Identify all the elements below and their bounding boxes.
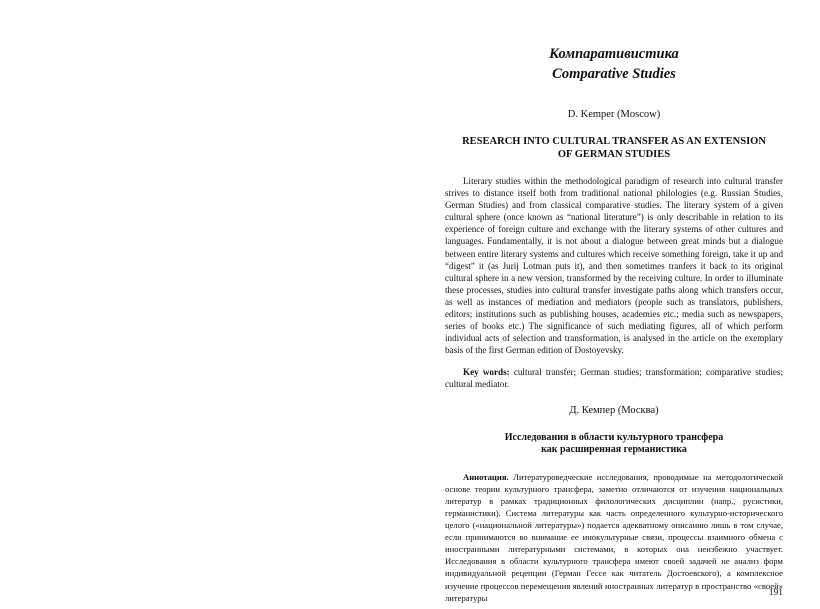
author-ru: Д. Кемпер (Москва): [569, 404, 659, 416]
article-title-en-line1: RESEARCH INTO CULTURAL TRANSFER AS AN EXTENSION: [462, 136, 766, 147]
keywords-en: [445, 366, 783, 390]
journal-page: [445, 28, 783, 603]
section-title-en: Comparative Studies: [552, 66, 676, 82]
annotation-text: Литературоведческие исследования, проводимые на методологической основе теории культурного трансфера, заметно отличаются от изучения национальных литератур в рамках традиционных филологических дисциплин (напр., русистики, германистики). Система литературы как часть определенного культурно-исторического целого («национальной литературы») подается адекватному описанию лишь в том случае, если принимаются во внимание ее инокультурные связи, процессы взаимного обмена с иностранными литературными системами, в которых она неизбежно участвует. Исследования в области культурного трансфера имеют своей задачей не анализ форм индивидуальной рецепции (Герман Гессе как читатель Достоевского), а комплексное изучение процессов перемещения явлений иностранных литератур в пространство «своей» литературы: [445, 471, 783, 603]
article-title-ru-line2: как расширенная германистика: [541, 444, 687, 456]
article-title-ru: [445, 432, 783, 457]
article-title-ru-line1: Исследования в области культурного трансфера: [504, 431, 724, 443]
abstract-en: Literary studies within the methodological paradigm of research into cultural transfer strives to distance itself both from traditional national philologies (e.g. Russian Studies, German Studies) and from classical comparative studies. The literary system of a given cultural sphere (once known as “national literature”) is only describable in relation to its experience of foreign culture and exchange with the literary systems of other cultures and languages. Fundamentally, it is not about a dialogue between great minds but a dialogue between entire literary systems and cultures which receive something foreign, take it up and “digest” it (as Jurij Lotman puts it), and then sometimes tranfers it back to its original cultural sphere in a new version, transformed by the receiving culture. In order to illuminate these processes, studies into cultural transfer investigate paths along which transfers occur, as well as instances of mediation and mediators (people such as translators, publishers, editors; institutions such as publishing houses, academies etc.; media such as newspapers, series of books etc.) The significance of such mediating figures, all of which perform individual acts of selection and transformation, is analysed in the article on the exemplary basis of the first German edition of Dostoyevsky.: [445, 176, 783, 356]
keywords-text: cultural transfer; German studies; transformation; comparative studies; cultural mediator.: [445, 366, 783, 389]
page-number: 191: [768, 588, 783, 598]
annotation-ru: [445, 471, 783, 604]
keywords-label: Key words:: [463, 366, 510, 377]
article-title-en-line2: OF GERMAN STUDIES: [557, 148, 671, 160]
article-title-en: [445, 136, 783, 161]
section-title: [445, 44, 783, 84]
section-title-ru: Компаративистика: [549, 46, 679, 62]
author-en: D. Kemper (Moscow): [567, 109, 661, 120]
annotation-label: Аннотация.: [463, 471, 509, 482]
